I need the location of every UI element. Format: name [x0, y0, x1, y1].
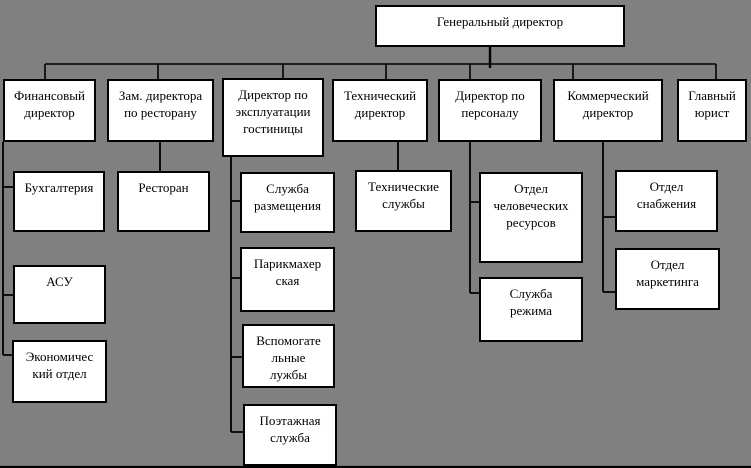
org-node-human-resources-department: Отдел человеческих ресурсов [479, 172, 583, 263]
org-node-auxiliary-services: Вспомогате льные лужбы [242, 324, 335, 388]
branch-financial [3, 142, 13, 355]
org-node-technical-services: Технические службы [355, 170, 452, 232]
org-node-hotel-operations-director: Директор по эксплуатации гостиницы [222, 78, 324, 157]
org-node-asu: АСУ [13, 265, 106, 324]
branch-personnel [470, 141, 479, 293]
branch-commercial [603, 141, 615, 292]
org-node-deputy-director-restaurant: Зам. директора по ресторану [107, 79, 214, 142]
org-node-personnel-director: Директор по персоналу [438, 79, 542, 142]
org-node-general-director: Генеральный директор [375, 5, 625, 47]
org-node-accommodation-service: Служба размещения [240, 172, 335, 233]
org-node-technical-director: Технический директор [332, 79, 428, 142]
org-node-economic-department: Экономичес кий отдел [12, 340, 107, 403]
org-node-financial-director: Финансовый директор [3, 79, 96, 142]
org-node-marketing-department: Отдел маркетинга [615, 248, 720, 310]
org-node-hairdresser: Парикмахер ская [240, 247, 335, 312]
org-node-security-regime-service: Служба режима [479, 277, 583, 342]
org-node-accounting: Бухгалтерия [13, 171, 105, 232]
org-node-floor-service: Поэтажная служба [243, 404, 337, 466]
org-node-supply-department: Отдел снабжения [615, 170, 718, 232]
connector-level1-drops [45, 64, 716, 80]
org-node-restaurant: Ресторан [117, 171, 210, 232]
org-node-chief-lawyer: Главный юрист [677, 79, 747, 142]
org-node-commercial-director: Коммерческий директор [553, 79, 663, 142]
